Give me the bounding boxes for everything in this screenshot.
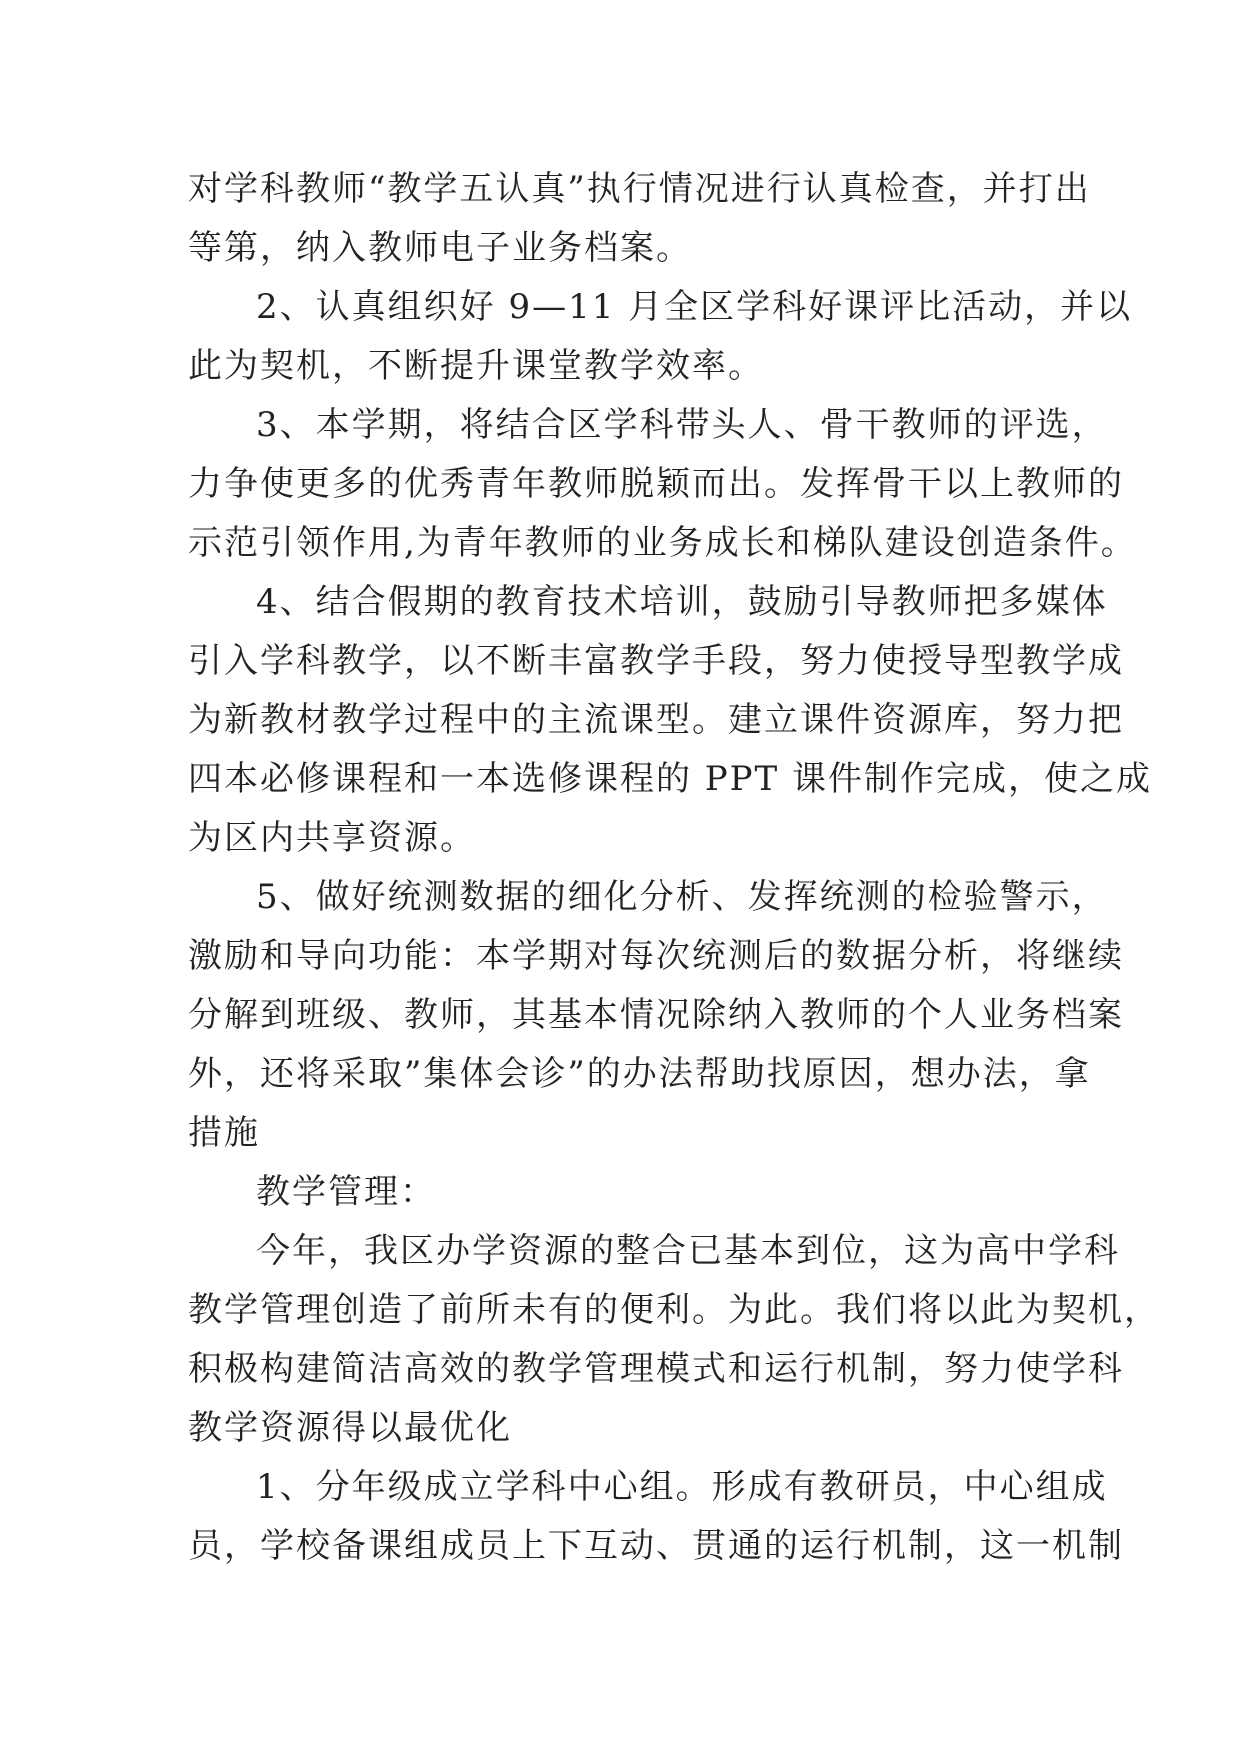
text-line: 3、本学期，将结合区学科带头人、骨干教师的评选， bbox=[256, 405, 1108, 445]
text-line: 4、结合假期的教育技术培训，鼓励引导教师把多媒体 bbox=[256, 582, 1108, 622]
text-line: 对学科教师“教学五认真”执行情况进行认真检查，并打出 bbox=[188, 169, 1091, 209]
text-line: 引入学科教学，以不断丰富教学手段，努力使授导型教学成 bbox=[188, 641, 1124, 681]
text-line: 力争使更多的优秀青年教师脱颖而出。发挥骨干以上教师的 bbox=[188, 464, 1124, 504]
text-line: 此为契机，不断提升课堂教学效率。 bbox=[188, 346, 764, 386]
text-line: 为区内共享资源。 bbox=[188, 818, 476, 858]
text-line: 外，还将采取”集体会诊”的办法帮助找原因，想办法，拿 bbox=[188, 1054, 1091, 1094]
text-line: 积极构建简洁高效的教学管理模式和运行机制，努力使学科 bbox=[188, 1349, 1124, 1389]
text-line: 四本必修课程和一本选修课程的 PPT 课件制作完成，使之成 bbox=[188, 759, 1153, 799]
text-line: 示范引领作用,为青年教师的业务成长和梯队建设创造条件。 bbox=[188, 523, 1137, 563]
text-line: 5、做好统测数据的细化分析、发挥统测的检验警示， bbox=[256, 877, 1108, 917]
document-page bbox=[188, 160, 1160, 1576]
text-line: 今年，我区办学资源的整合已基本到位，这为高中学科 bbox=[256, 1231, 1120, 1271]
text-line: 为新教材教学过程中的主流课型。建立课件资源库，努力把 bbox=[188, 700, 1124, 740]
text-line: 教学资源得以最优化 bbox=[188, 1408, 512, 1448]
text-line: 激励和导向功能：本学期对每次统测后的数据分析，将继续 bbox=[188, 936, 1124, 976]
text-line: 措施 bbox=[188, 1113, 260, 1153]
text-line: 分解到班级、教师，其基本情况除纳入教师的个人业务档案 bbox=[188, 995, 1124, 1035]
text-line: 教学管理创造了前所未有的便利。为此。我们将以此为契机， bbox=[188, 1290, 1160, 1330]
text-line: 1、分年级成立学科中心组。形成有教研员，中心组成 bbox=[256, 1467, 1108, 1507]
text-line: 等第，纳入教师电子业务档案。 bbox=[188, 228, 692, 268]
section-heading: 教学管理： bbox=[256, 1172, 436, 1212]
text-line: 员，学校备课组成员上下互动、贯通的运行机制，这一机制 bbox=[188, 1526, 1124, 1566]
text-line: 2、认真组织好 9—11 月全区学科好课评比活动，并以 bbox=[256, 287, 1133, 327]
